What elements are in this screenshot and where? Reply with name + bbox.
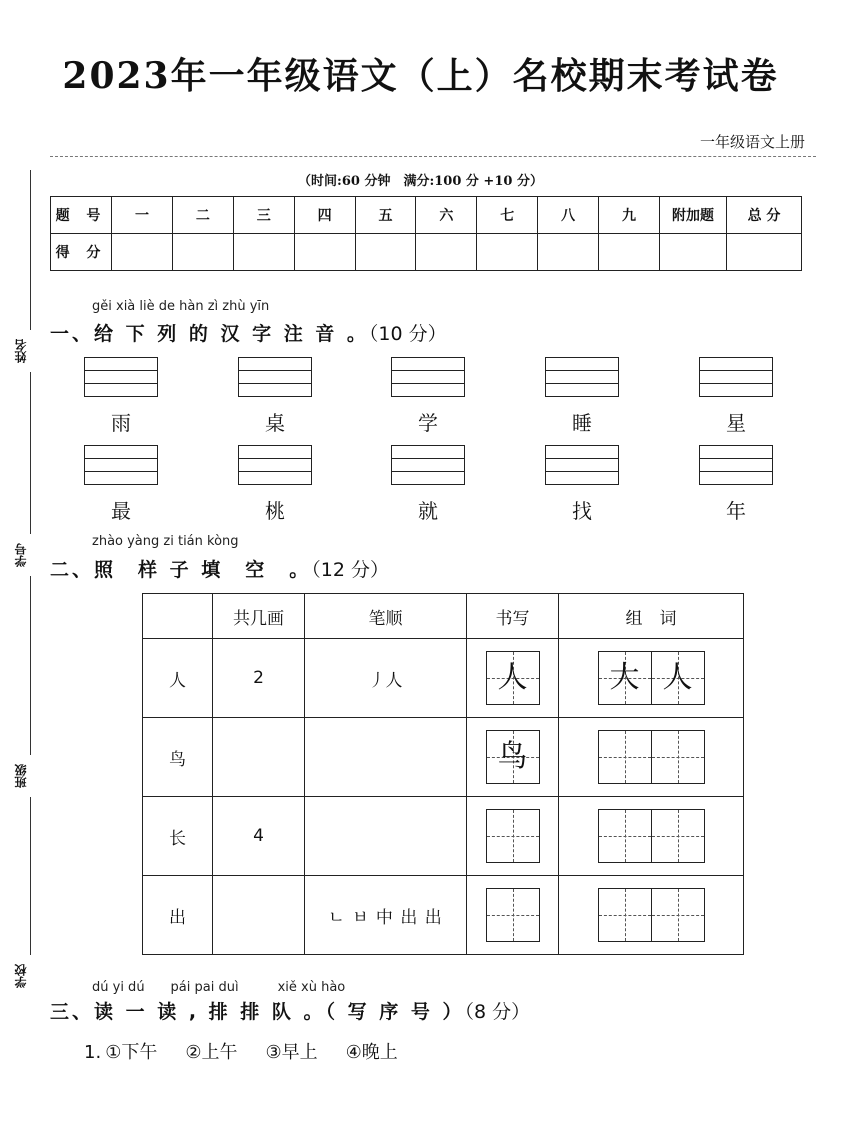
score-col-total: 总 分	[727, 197, 802, 234]
header-cell: 组 词	[559, 594, 744, 639]
name-label: 姓名	[12, 330, 32, 372]
school-label: 学校	[12, 955, 32, 997]
score-header-row	[51, 197, 802, 234]
tianzige-box[interactable]	[651, 809, 705, 863]
stroke-order: ㄴ ㅂ 中 出 出	[305, 876, 467, 955]
tianzige-box[interactable]	[598, 809, 652, 863]
table-header-row	[143, 594, 744, 639]
tianzige-box[interactable]	[651, 888, 705, 942]
write-char: 人	[497, 660, 528, 695]
table-row	[143, 876, 744, 955]
header-cell: 书写	[467, 594, 559, 639]
score-cell[interactable]	[727, 234, 802, 271]
pinyin-box[interactable]	[391, 445, 465, 485]
pinyin-box[interactable]	[84, 357, 158, 397]
section2-pinyin: zhào yàng zi tián kòng	[92, 534, 239, 549]
hanzi-char: 雨	[111, 411, 131, 435]
hanzi-char: 桃	[265, 499, 285, 523]
hanzi-char: 年	[726, 499, 746, 523]
words-cell	[559, 876, 744, 955]
header-cell: 笔顺	[305, 594, 467, 639]
hanzi-char: 睡	[572, 411, 592, 435]
write-cell	[467, 797, 559, 876]
question-number: 1.	[84, 1042, 102, 1063]
word-char: 人	[662, 660, 693, 695]
stroke-count: 4	[213, 797, 305, 876]
row-char: 人	[143, 639, 213, 718]
stroke-count: 2	[213, 639, 305, 718]
character-table	[142, 593, 744, 955]
section3-title: 三、读 一 读 , 排 排 队 。（ 写 序 号 ）	[50, 1001, 465, 1023]
hanzi-char: 找	[572, 499, 592, 523]
option-item: ①下午	[105, 1042, 158, 1063]
option-item: ④晚上	[345, 1042, 398, 1063]
score-col-6: 六	[416, 197, 477, 234]
stroke-count[interactable]	[213, 718, 305, 797]
section2-points: （12 分）	[311, 559, 389, 581]
tianzige-box[interactable]	[486, 888, 540, 942]
stroke-count[interactable]	[213, 876, 305, 955]
stroke-order[interactable]	[305, 797, 467, 876]
words-cell	[559, 718, 744, 797]
score-value-row	[51, 234, 802, 271]
question-1	[84, 1038, 426, 1064]
score-cell[interactable]	[660, 234, 727, 271]
option-item: ②上午	[185, 1042, 238, 1063]
score-cell[interactable]	[599, 234, 660, 271]
section1-title: 一、给 下 列 的 汉 字 注 音 。	[50, 323, 369, 345]
score-col-2: 二	[172, 197, 233, 234]
class-label: 班级	[12, 755, 32, 797]
section1-points: （10 分）	[368, 323, 447, 345]
option-item: ③早上	[265, 1042, 318, 1063]
hanzi-char: 星	[726, 411, 746, 435]
pinyin-box[interactable]	[699, 357, 773, 397]
stroke-order[interactable]	[305, 718, 467, 797]
section1-heading	[50, 319, 447, 346]
hanzi-char: 桌	[265, 411, 285, 435]
section3-heading	[50, 997, 530, 1024]
tianzige-box[interactable]	[598, 730, 652, 784]
subject-label: 一年级语文上册	[699, 133, 805, 151]
hanzi-char: 学	[418, 411, 438, 435]
score-col-4: 四	[294, 197, 355, 234]
section2-heading	[50, 555, 389, 582]
table-row	[143, 718, 744, 797]
section1-pinyin: gěi xià liè de hàn zì zhù yīn	[92, 299, 270, 314]
pinyin-box[interactable]	[545, 357, 619, 397]
score-cell[interactable]	[294, 234, 355, 271]
score-col-7: 七	[477, 197, 538, 234]
hanzi-char: 最	[111, 499, 131, 523]
pinyin-box[interactable]	[238, 357, 312, 397]
words-cell	[559, 797, 744, 876]
tianzige-box[interactable]	[486, 809, 540, 863]
words-cell	[559, 639, 744, 718]
score-col-bonus: 附加题	[660, 197, 727, 234]
score-value-label: 得 分	[51, 234, 112, 271]
word-char: 大	[609, 660, 640, 695]
section3-points: （8 分）	[464, 1001, 531, 1023]
write-cell	[467, 718, 559, 797]
header-cell	[143, 594, 213, 639]
score-cell[interactable]	[172, 234, 233, 271]
score-cell[interactable]	[233, 234, 294, 271]
row-char: 鸟	[143, 718, 213, 797]
score-col-1: 一	[112, 197, 173, 234]
table-row	[143, 639, 744, 718]
tianzige-box[interactable]	[651, 730, 705, 784]
tianzige-box	[486, 651, 540, 705]
hanzi-char: 就	[418, 499, 438, 523]
write-cell	[467, 876, 559, 955]
score-row-label: 题 号	[51, 197, 112, 234]
tianzige-box	[651, 651, 705, 705]
score-table	[50, 196, 802, 271]
score-cell[interactable]	[416, 234, 477, 271]
tianzige-box[interactable]	[598, 888, 652, 942]
page-title: 2023年一年级语文（上）名校期末考试卷	[62, 55, 779, 97]
section3-pinyin: dú yi dú pái pai duì xiě xù hào	[92, 980, 346, 995]
table-row	[143, 797, 744, 876]
tianzige-box	[598, 651, 652, 705]
score-cell[interactable]	[112, 234, 173, 271]
pinyin-box[interactable]	[545, 445, 619, 485]
write-cell	[467, 639, 559, 718]
write-char: 鸟	[497, 739, 528, 774]
score-cell[interactable]	[355, 234, 416, 271]
time-info: （时间:60 分钟 满分:100 分 +10 分）	[298, 174, 543, 189]
pinyin-box[interactable]	[84, 445, 158, 485]
header-cell: 共几画	[213, 594, 305, 639]
score-col-9: 九	[599, 197, 660, 234]
header-divider	[50, 156, 816, 157]
pinyin-box[interactable]	[391, 357, 465, 397]
pinyin-box[interactable]	[238, 445, 312, 485]
score-col-3: 三	[233, 197, 294, 234]
stroke-order: 丿人	[305, 639, 467, 718]
score-cell[interactable]	[477, 234, 538, 271]
student-no-label: 学号	[12, 534, 32, 576]
score-col-5: 五	[355, 197, 416, 234]
tianzige-box	[486, 730, 540, 784]
score-cell[interactable]	[538, 234, 599, 271]
pinyin-box[interactable]	[699, 445, 773, 485]
row-char: 出	[143, 876, 213, 955]
score-col-8: 八	[538, 197, 599, 234]
row-char: 长	[143, 797, 213, 876]
section2-title: 二、照 样 子 填 空 。	[50, 559, 312, 581]
